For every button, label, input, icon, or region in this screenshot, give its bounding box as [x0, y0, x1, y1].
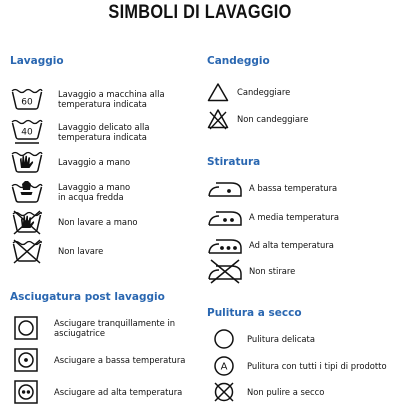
iron-high-icon: [207, 235, 243, 255]
list-item-candeggiare: [207, 82, 290, 102]
list-item-lavaggio-40: [10, 118, 149, 146]
washtub-60-icon: [10, 86, 44, 112]
list-item-iron-high: [207, 235, 334, 255]
list-item-iron-medium: [207, 207, 339, 227]
bleach-triangle-icon: [207, 82, 229, 102]
no-hand-wash-icon: [10, 209, 44, 235]
item-label: Ad alta temperatura: [249, 240, 334, 250]
list-item-iron-low: [207, 178, 337, 198]
do-not-wash-icon: [10, 238, 44, 264]
no-iron-icon: [207, 258, 243, 284]
item-label: Pulitura con tutti i tipi di prodotto: [247, 361, 387, 371]
list-item-non-candeggiare: [207, 108, 308, 130]
list-item-lavaggio-60: [10, 86, 165, 112]
hand-wash-cold-icon: [10, 180, 44, 204]
item-label: Lavaggio a macchina alla temperatura indicata: [58, 89, 165, 109]
hand-wash-icon: [10, 150, 44, 174]
list-item-no-clean: [213, 381, 324, 403]
item-label: A bassa temperatura: [249, 183, 338, 193]
item-label: Lavaggio delicato alla temperatura indicata: [58, 122, 150, 142]
dry-clean-gentle-icon: [213, 328, 235, 350]
list-item-non-lavare: [10, 238, 103, 264]
section-title-lavaggio: Lavaggio: [10, 55, 64, 67]
item-label: Lavaggio a mano in acqua fredda: [58, 182, 131, 202]
item-label: Non candeggiare: [237, 114, 309, 124]
list-item-lavaggio-mano: [10, 150, 130, 174]
solvent-letter: A: [220, 361, 228, 373]
section-title-candeggio: Candeggio: [207, 55, 270, 67]
list-item-clean-gentle: [213, 328, 315, 350]
list-item-dry-low: [14, 348, 185, 372]
item-label: Pulitura delicata: [247, 334, 315, 344]
tumble-dry-gentle-icon: [14, 316, 38, 340]
item-label: Asciugare ad alta temperatura: [54, 387, 183, 397]
item-label: Asciugare tranquillamente in asciugatrice: [54, 318, 176, 338]
wash-temp-40: 40: [21, 127, 33, 138]
item-label: Non pulire a secco: [247, 387, 325, 397]
tumble-dry-high-icon: [14, 380, 38, 404]
tumble-dry-low-icon: [14, 348, 38, 372]
item-label: A media temperatura: [249, 212, 339, 222]
washtub-40-delicate-icon: [10, 118, 44, 146]
page-title: SIMBOLI DI LAVAGGIO: [108, 2, 292, 23]
item-label: Non lavare: [58, 246, 104, 256]
section-title-stiratura: Stiratura: [207, 156, 261, 168]
list-item-clean-any: [213, 355, 387, 377]
list-item-dry-gentle: [14, 316, 175, 340]
item-label: Asciugare a bassa temperatura: [54, 355, 186, 365]
no-bleach-icon: [207, 108, 229, 130]
wash-temp-60: 60: [21, 97, 33, 108]
list-item-dry-high: [14, 380, 182, 404]
dry-clean-any-solvent-icon: [213, 355, 235, 377]
iron-medium-icon: [207, 207, 243, 227]
item-label: Candeggiare: [237, 87, 291, 97]
item-label: Non stirare: [249, 266, 296, 276]
item-label: Lavaggio a mano: [58, 157, 131, 167]
iron-low-icon: [207, 178, 243, 198]
list-item-no-iron: [207, 258, 295, 284]
section-title-pulitura: Pulitura a secco: [207, 307, 302, 319]
item-label: Non lavare a mano: [58, 217, 138, 227]
section-title-asciugatura: Asciugatura post lavaggio: [10, 291, 165, 303]
list-item-lavaggio-fredda: [10, 180, 130, 204]
list-item-non-lavare-mano: [10, 209, 138, 235]
do-not-dry-clean-icon: [213, 381, 235, 403]
